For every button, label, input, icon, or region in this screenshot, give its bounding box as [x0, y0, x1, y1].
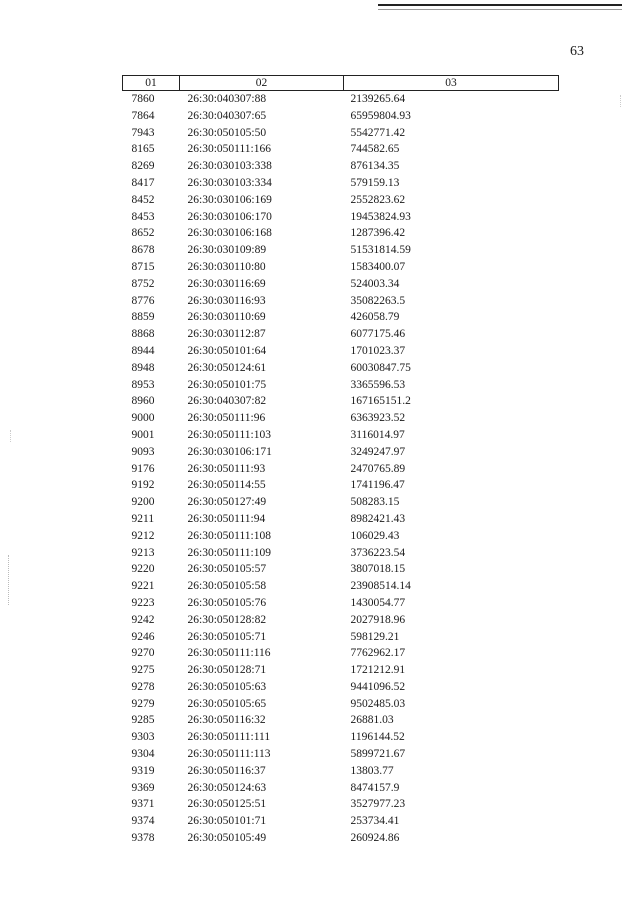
- cell-id: 9270: [131, 647, 155, 660]
- table-row: [123, 629, 559, 646]
- cell-cadastral-number: 26:30:050101:71: [187, 815, 267, 828]
- table-row: [123, 427, 559, 444]
- cell-id: 9221: [131, 580, 155, 593]
- cell-value: 1741196.47: [350, 479, 405, 492]
- cell-value: 8982421.43: [350, 512, 406, 525]
- table-row: [123, 309, 559, 326]
- cell-id: 8715: [131, 260, 155, 273]
- table-row: [123, 561, 559, 578]
- cell-id: 7943: [131, 126, 155, 139]
- cell-value: 8474157.9: [350, 781, 400, 794]
- cell-value: 19453824.93: [350, 210, 411, 223]
- cell-id: 9369: [131, 781, 155, 794]
- cell-id: 9000: [131, 412, 155, 425]
- table-row: [123, 393, 559, 410]
- cell-id: 9200: [131, 496, 155, 509]
- cell-id: 9371: [131, 798, 155, 811]
- header-rule: [378, 4, 622, 6]
- cell-id: 8165: [131, 143, 155, 156]
- table-row: [123, 729, 559, 746]
- table-row: [123, 696, 559, 713]
- cell-id: 8776: [131, 294, 155, 307]
- table-row: [123, 91, 559, 108]
- cell-value: 23908514.14: [350, 580, 411, 593]
- table-row: [123, 410, 559, 427]
- cell-id: 8678: [131, 244, 155, 257]
- cell-value: 9502485.03: [350, 697, 406, 710]
- cell-id: 9246: [131, 630, 155, 643]
- cell-cadastral-number: 26:30:050114:55: [187, 479, 266, 492]
- cell-id: 9304: [131, 748, 155, 761]
- cell-cadastral-number: 26:30:040307:82: [187, 395, 267, 408]
- cell-cadastral-number: 26:30:040307:88: [187, 93, 267, 105]
- cell-id: 9176: [131, 462, 155, 475]
- cell-value: 5899721.67: [350, 748, 406, 761]
- table-row: [123, 259, 559, 276]
- cell-cadastral-number: 26:30:050105:50: [187, 126, 267, 139]
- cell-value: 7762962.17: [350, 647, 406, 660]
- cell-value: 876134.35: [350, 160, 400, 173]
- cell-value: 35082263.5: [350, 294, 406, 307]
- cell-id: 8868: [131, 328, 155, 341]
- cell-cadastral-number: 26:30:030110:69: [187, 311, 266, 324]
- cell-value: 51531814.59: [350, 244, 411, 257]
- cell-cadastral-number: 26:30:050105:49: [187, 832, 267, 845]
- table-row: [123, 763, 559, 780]
- cell-value: 13803.77: [350, 764, 394, 777]
- cell-value: 1701023.37: [350, 344, 406, 357]
- cell-cadastral-number: 26:30:050101:64: [187, 344, 267, 357]
- table-row: [123, 461, 559, 478]
- table-row: [123, 578, 559, 595]
- table-row: [123, 125, 559, 142]
- cell-cadastral-number: 26:30:030106:170: [187, 210, 272, 223]
- table-row: [123, 108, 559, 125]
- cell-cadastral-number: 26:30:050111:103: [187, 428, 271, 441]
- cell-value: 508283.15: [350, 496, 400, 509]
- table-row: [123, 175, 559, 192]
- cell-cadastral-number: 26:30:030106:171: [187, 445, 272, 458]
- table-row: [123, 326, 559, 343]
- cell-id: 9278: [131, 680, 155, 693]
- table-row: [123, 545, 559, 562]
- cell-id: 8859: [131, 311, 155, 324]
- cell-cadastral-number: 26:30:050111:111: [187, 731, 271, 744]
- cell-id: 8417: [131, 176, 155, 189]
- cell-value: 1287396.42: [350, 227, 406, 240]
- cell-cadastral-number: 26:30:050125:51: [187, 798, 267, 811]
- cell-cadastral-number: 26:30:030109:89: [187, 244, 267, 257]
- header-row: [123, 76, 559, 91]
- table-row: [123, 494, 559, 511]
- column-header-03: 03: [344, 76, 559, 91]
- table-row: [123, 679, 559, 696]
- cell-value: 167165151.2: [350, 395, 411, 408]
- cell-value: 1583400.07: [350, 260, 406, 273]
- cell-value: 60030847.75: [350, 361, 411, 374]
- cell-cadastral-number: 26:30:050128:82: [187, 613, 267, 626]
- table-row: [123, 645, 559, 662]
- table-row: [123, 813, 559, 830]
- table-row: [123, 360, 559, 377]
- cell-cadastral-number: 26:30:030112:87: [187, 328, 266, 341]
- cell-id: 8960: [131, 395, 155, 408]
- column-header-02: 02: [180, 76, 344, 91]
- cell-cadastral-number: 26:30:050105:65: [187, 697, 267, 710]
- cell-cadastral-number: 26:30:030116:69: [187, 277, 266, 290]
- cell-id: 9374: [131, 815, 155, 828]
- table-row: [123, 158, 559, 175]
- cell-cadastral-number: 26:30:030106:168: [187, 227, 272, 240]
- cell-id: 8652: [131, 227, 155, 240]
- cell-value: 744582.65: [350, 143, 400, 156]
- cell-cadastral-number: 26:30:050111:116: [187, 647, 271, 660]
- cell-id: 8269: [131, 160, 155, 173]
- table-row: [123, 830, 559, 847]
- cell-value: 1430054.77: [350, 596, 406, 609]
- cell-value: 106029.43: [350, 529, 400, 542]
- cell-cadastral-number: 26:30:050105:57: [187, 563, 267, 576]
- cell-value: 3736223.54: [350, 546, 406, 559]
- cell-value: 3527977.23: [350, 798, 406, 811]
- header-rule-thin: [378, 9, 622, 10]
- cell-id: 7864: [131, 109, 155, 122]
- cell-cadastral-number: 26:30:030106:169: [187, 193, 272, 206]
- table-row: [123, 141, 559, 158]
- cell-id: 9211: [131, 512, 155, 525]
- cell-value: 65959804.93: [350, 109, 411, 122]
- table-row: [123, 209, 559, 226]
- scan-artifact: [8, 555, 11, 605]
- cell-cadastral-number: 26:30:050111:108: [187, 529, 271, 542]
- table-row: [123, 528, 559, 545]
- cell-value: 426058.79: [350, 311, 400, 324]
- cell-id: 9192: [131, 479, 155, 492]
- cell-id: 7860: [131, 93, 155, 105]
- table-row: [123, 242, 559, 259]
- cell-cadastral-number: 26:30:050127:49: [187, 496, 267, 509]
- column-header-01: 01: [123, 76, 180, 91]
- cell-cadastral-number: 26:30:050101:75: [187, 378, 267, 391]
- cell-id: 9275: [131, 664, 155, 677]
- cell-cadastral-number: 26:30:050116:37: [187, 764, 266, 777]
- cell-value: 598129.21: [350, 630, 400, 643]
- cell-id: 9242: [131, 613, 155, 626]
- cell-value: 26881.03: [350, 714, 394, 727]
- cell-cadastral-number: 26:30:050116:32: [187, 714, 266, 727]
- cell-cadastral-number: 26:30:030103:334: [187, 176, 272, 189]
- cell-id: 9212: [131, 529, 155, 542]
- table-header: [123, 76, 559, 91]
- cell-value: 6077175.46: [350, 328, 406, 341]
- cell-value: 9441096.52: [350, 680, 406, 693]
- cell-cadastral-number: 26:30:050124:63: [187, 781, 267, 794]
- cell-cadastral-number: 26:30:050111:166: [187, 143, 271, 156]
- cell-value: 260924.86: [350, 832, 400, 845]
- table-row: [123, 225, 559, 242]
- cell-value: 2470765.89: [350, 462, 406, 475]
- cell-cadastral-number: 26:30:050111:109: [187, 546, 271, 559]
- cell-id: 8953: [131, 378, 155, 391]
- cell-id: 9279: [131, 697, 155, 710]
- cell-id: 8452: [131, 193, 155, 206]
- cell-cadastral-number: 26:30:050111:93: [187, 462, 266, 475]
- cell-value: 2139265.64: [350, 93, 406, 105]
- table-row: [123, 377, 559, 394]
- cell-value: 253734.41: [350, 815, 400, 828]
- cell-value: 5542771.42: [350, 126, 406, 139]
- cell-value: 524003.34: [350, 277, 400, 290]
- table-body: [123, 91, 559, 847]
- cell-id: 9001: [131, 428, 155, 441]
- cell-value: 3249247.97: [350, 445, 406, 458]
- table-row: [123, 444, 559, 461]
- table-row: [123, 276, 559, 293]
- cell-cadastral-number: 26:30:050111:113: [187, 748, 271, 761]
- cell-cadastral-number: 26:30:050111:94: [187, 512, 266, 525]
- scan-artifact: [620, 95, 623, 107]
- cell-cadastral-number: 26:30:050105:76: [187, 596, 267, 609]
- cell-value: 2027918.96: [350, 613, 406, 626]
- cell-value: 3116014.97: [350, 428, 405, 441]
- cell-id: 9213: [131, 546, 155, 559]
- cell-id: 8752: [131, 277, 155, 290]
- cell-cadastral-number: 26:30:050105:58: [187, 580, 267, 593]
- table-row: [123, 511, 559, 528]
- cell-cadastral-number: 26:30:050124:61: [187, 361, 267, 374]
- cell-id: 9378: [131, 832, 155, 845]
- cell-value: 6363923.52: [350, 412, 406, 425]
- cell-cadastral-number: 26:30:040307:65: [187, 109, 267, 122]
- table-row: [123, 595, 559, 612]
- table-row: [123, 192, 559, 209]
- cell-cadastral-number: 26:30:050105:63: [187, 680, 267, 693]
- cell-value: 3365596.53: [350, 378, 406, 391]
- cell-cadastral-number: 26:30:030103:338: [187, 160, 272, 173]
- data-table: [122, 75, 559, 847]
- table-row: [123, 612, 559, 629]
- cell-value: 1196144.52: [350, 731, 405, 744]
- cell-id: 9093: [131, 445, 155, 458]
- table-row: [123, 343, 559, 360]
- cell-id: 9223: [131, 596, 155, 609]
- cell-id: 9303: [131, 731, 155, 744]
- table-row: [123, 746, 559, 763]
- cell-cadastral-number: 26:30:050105:71: [187, 630, 267, 643]
- table-row: [123, 662, 559, 679]
- cell-value: 3807018.15: [350, 563, 406, 576]
- cell-cadastral-number: 26:30:030116:93: [187, 294, 266, 307]
- cell-id: 9220: [131, 563, 155, 576]
- cell-id: 8944: [131, 344, 155, 357]
- cell-id: 8948: [131, 361, 155, 374]
- cell-value: 579159.13: [350, 176, 400, 189]
- cell-cadastral-number: 26:30:030110:80: [187, 260, 266, 273]
- cell-cadastral-number: 26:30:050111:96: [187, 412, 266, 425]
- table-row: [123, 780, 559, 797]
- table-row: [123, 293, 559, 310]
- cell-id: 9319: [131, 764, 155, 777]
- cell-value: 1721212.91: [350, 664, 406, 677]
- cell-value: 2552823.62: [350, 193, 406, 206]
- page-number: 63: [570, 44, 584, 59]
- table-row: [123, 477, 559, 494]
- cell-cadastral-number: 26:30:050128:71: [187, 664, 267, 677]
- table-row: [123, 796, 559, 813]
- cell-id: 9285: [131, 714, 155, 727]
- scan-artifact: [10, 430, 13, 442]
- cell-id: 8453: [131, 210, 155, 223]
- table-row: [123, 712, 559, 729]
